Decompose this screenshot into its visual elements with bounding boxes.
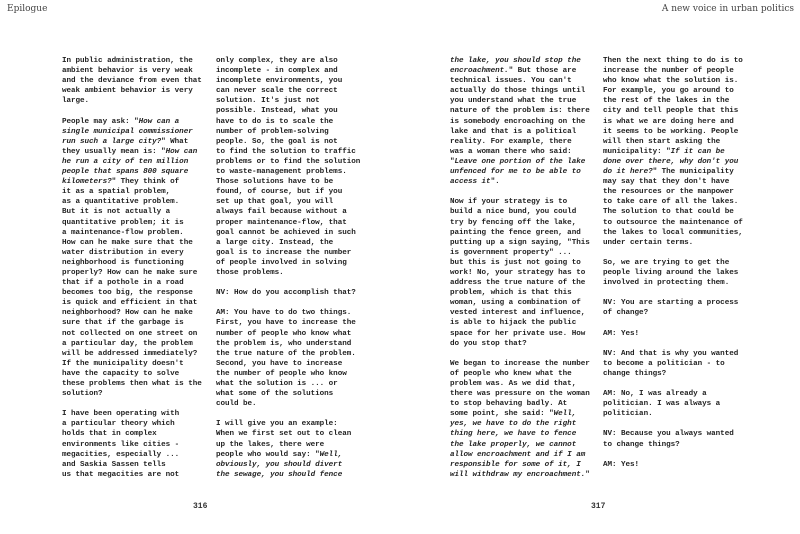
paragraph [603,460,771,470]
paragraph [603,349,771,379]
page-number-right: 317 [591,502,606,511]
body-text: AM: Yes! [603,460,640,469]
running-head-section: Epilogue [7,4,48,14]
text-column-1 [62,56,230,490]
body-text: NV: Because you always wanted to change things? [603,430,734,449]
body-text: NV: And that is why you wanted to become a politician - to change things? [603,349,739,378]
italic-quote-text: How can he run a city of ten million people that spans 800 square kilometers? [62,147,198,187]
italic-quote-text: If it can be done over there, why don't you do it here? [603,147,739,177]
italic-quote-text: the lake, you should stop the encroachment. [450,57,581,76]
body-text: I will give you an example: When we first set out to clean up the lakes, there were people who would say: " [216,420,352,459]
paragraph [603,56,771,248]
paragraph [603,258,771,288]
body-text: In public administration, the ambient behavior is very weak and the deviance from even that weak ambient behavior is very large. [62,57,202,106]
body-text: ". [490,178,500,187]
paragraph [62,409,230,480]
paragraph [62,117,230,400]
paragraph [603,389,771,419]
italic-quote-text: How can a single municipal commissioner run such a large city? [62,117,193,146]
paragraph [603,298,771,318]
body-text: We began to increase the number of people who knew what the problem was. As we did that, there was pressure on the woman to stop behaving badly. At some point, she said: " [450,359,590,419]
text-column-2 [216,56,384,490]
body-text: " [585,470,590,479]
body-text: People may ask: " [62,117,139,126]
paragraph [216,419,384,480]
paragraph [62,56,230,106]
paragraph [450,359,618,480]
body-text: " What they usually mean is: " [62,137,189,156]
body-text: NV: How do you accomplish that? [216,289,356,298]
paragraph [450,56,618,187]
page-number-left: 316 [193,502,208,511]
body-text: I have been operating with a particular theory which holds that in complex environments like cities - megacities, especially ... and Saskia Sassen tells us that megacities are not [62,410,180,479]
running-head-chapter-title: A new voice in urban politics [661,4,794,14]
body-text: AM: You have to do two things. First, you have to increase the number of people who know what the problem is, who understand the true nature of the problem. Second, you have to increase the number of people who know what the solution is ... or what some of the solutions could be. [216,309,356,409]
paragraph [216,56,384,278]
paragraph [216,288,384,298]
paragraph [216,308,384,409]
body-text: " But those are technical issues. You can't actually do those things until you understand what the true nature of the problem is: there is somebody encroaching on the lake and that is a political reality. For example, there was a woman there who said: " [450,67,590,166]
text-column-3 [450,56,618,490]
paragraph [603,329,771,339]
body-text: " They think of it as a spatial problem, as a quantitative problem. But it is not actually a quantitative problem; it is a maintenance-flow problem. How can he make sure that the water distribution in every neighborhood is functioning properly? How can he make sure that if a pothole in a road becomes too big, the response is quick and efficient in that neighborhood? How can he make sure that if the garbage is not collected on one street on a particular day, the problem will be addressed immediately? If the municipality doesn't have the capacity to solve these problems then what is the solution? [62,178,202,399]
body-text: only complex, they are also incomplete - in complex and incomplete environments, you can never scale the correct solution. It's just not possible. Instead, what you have to do is to scale the number of problem-solving people. So, the goal is not to find the solution to traffic problems or to find the solution to waste-management problems. Those solutions have to be found, of course, but if you set up that goal, you will always fail because without a proper maintenance-flow, that goal cannot be achieved in such a large city. Instead, the goal is to increase the number of people involved in solving those problems. [216,57,361,277]
body-text: Now if your strategy is to build a nice bund, you could try by fencing off the lake, painting the fence green, and putting up a sign saying, "This is government property" ... but this is just not going to work! No, your strategy has to address the true nature of the problem, which is that this woman, using a combination of vested interest and influence, is able to hijack the public space for her private use. How do you stop that? [450,198,590,348]
body-text: " The municipality may say that they don't have the resources or the manpower to take care of all the lakes. The solution to that could be to outsource the maintenance of the lakes to local communities, under certain terms. [603,168,743,247]
paragraph [603,429,771,449]
body-text: AM: No, I was already a politician. I was always a politician. [603,390,721,419]
italic-quote-text: Well, obviously, you should divert the sewage, you should fence [216,450,343,479]
italic-quote-text: Well, yes, we have to do the right thing here, we have to fence the lake properly, we cannot allow encroachment and if I am responsible for some of it, I will withdraw my encroachment. [450,410,586,479]
paragraph [450,197,618,348]
body-text: AM: Yes! [603,329,640,338]
italic-quote-text: Leave one portion of the lake unfenced for me to be able to access it [450,157,586,187]
text-column-4 [603,56,771,480]
body-text: NV: You are starting a process of change? [603,299,739,318]
body-text: So, we are trying to get the people living around the lakes involved in protecting them. [603,258,739,288]
body-text: Then the next thing to do is to increase the number of people who know what the solution is. For example, you go around to the rest of the lakes in the city and tell people that this is what we are doing here and it seems to be working. People will then start asking the municipality: " [603,57,743,156]
